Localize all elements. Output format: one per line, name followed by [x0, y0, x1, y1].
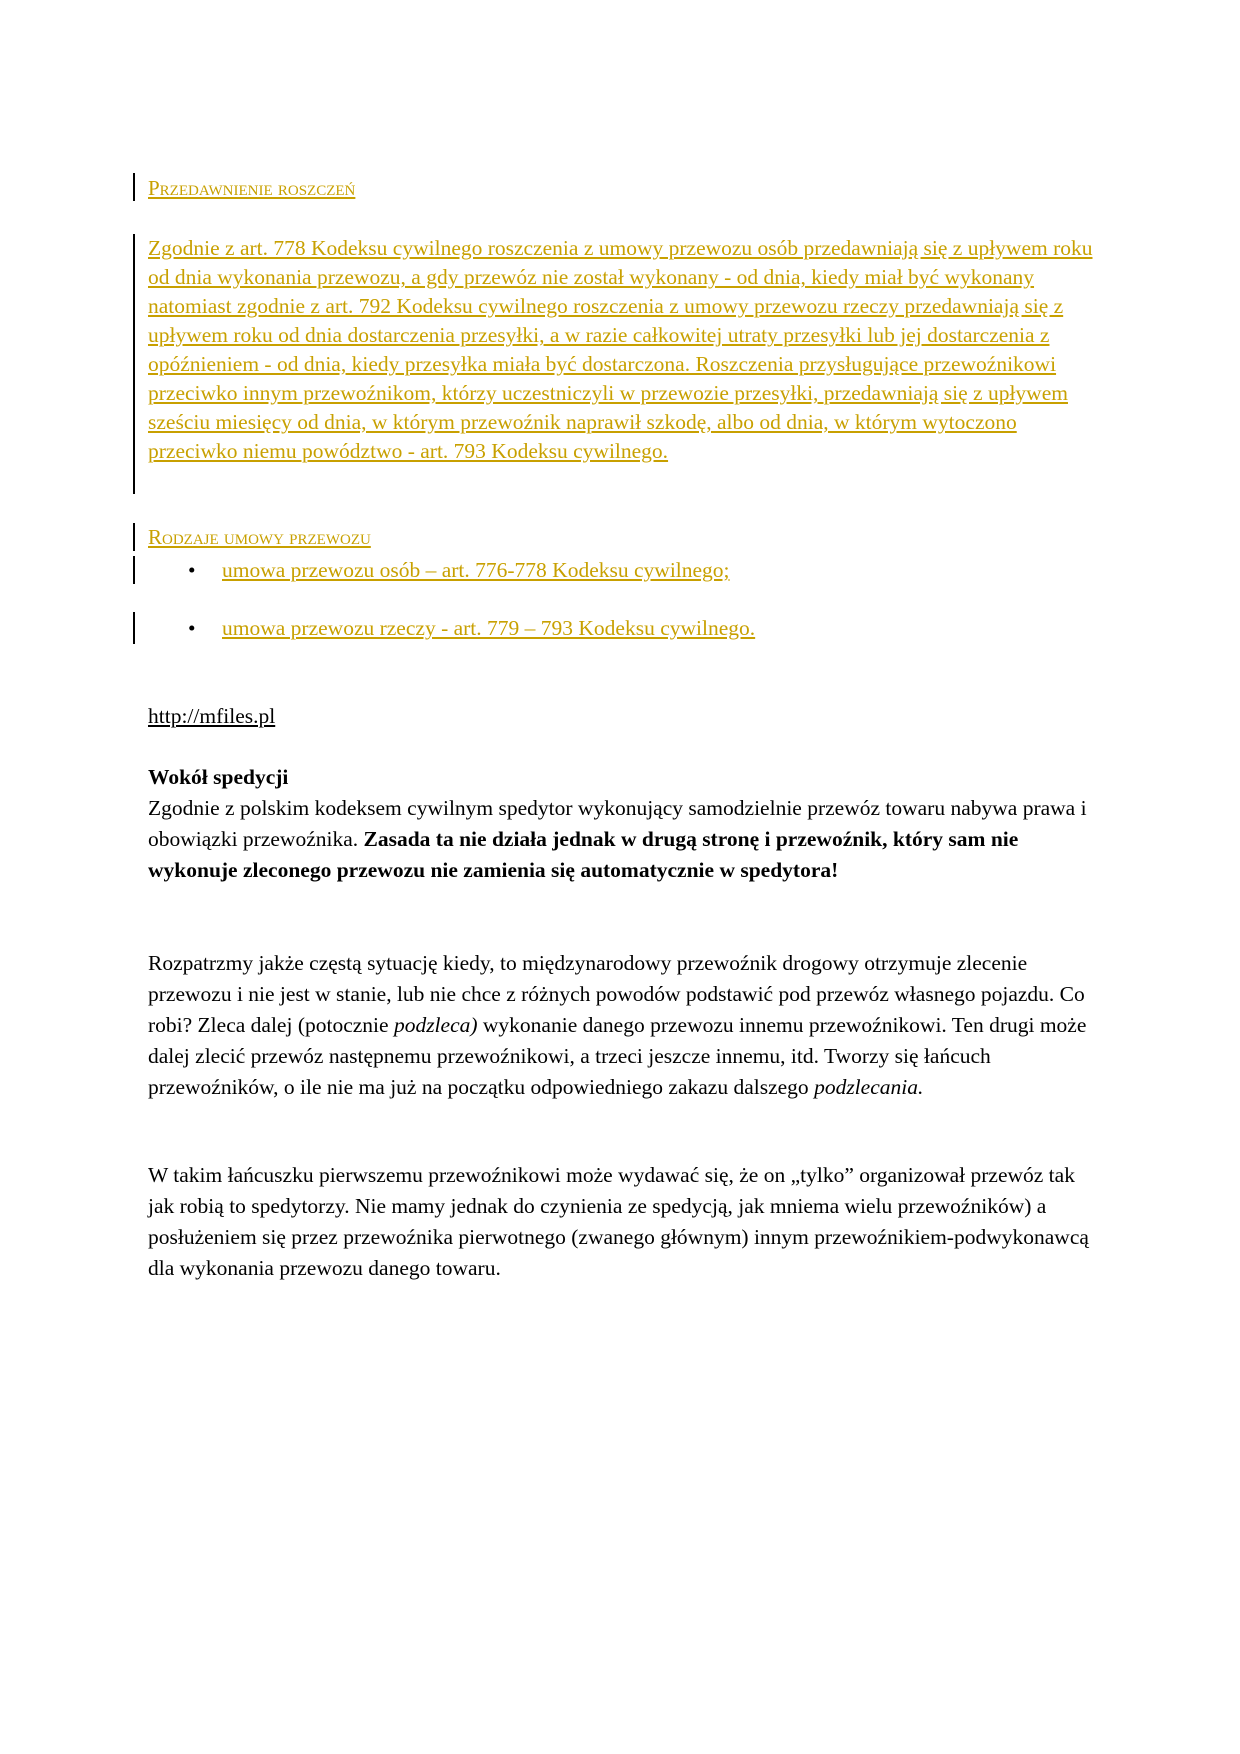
change-bar	[133, 523, 135, 551]
section-heading-przedawnienie: Przedawnienie roszczeń	[148, 176, 356, 200]
article-paragraph-3: W takim łańcuszku pierwszemu przewoźnikowi może wydawać się, że on „tylko” organizował przewóz tak jak robią to spedytorzy. Nie mamy jednak do czynienia ze spedycją, jak mniema wielu przewoźników) a posłużeniem się przez przewoźnika pierwotnego (zwanego głównym) innym przewoźnikiem-podwykonawcą dla wykonania przewozu danego towaru.	[148, 1163, 1089, 1280]
change-bar	[133, 612, 135, 644]
list-item	[148, 556, 1098, 585]
bullet-list	[148, 556, 1098, 643]
paragraph-italic-text: podzlecania.	[814, 1075, 924, 1099]
list-item-text: umowa przewozu osób – art. 776-778 Kodeksu cywilnego;	[222, 558, 730, 582]
tracked-paragraph: Zgodnie z art. 778 Kodeksu cywilnego roszczenia z umowy przewozu osób przedawniają się z upływem roku od dnia wykonania przewozu, a gdy przewóz nie został wykonany - od dnia, kiedy miał być wykonany natomiast zgodnie z art. 792 Kodeksu cywilnego roszczenia z umowy przewozu rzeczy przedawniają się z upływem roku od dnia dostarczenia przesyłki, a w razie całkowitej utraty przesyłki lub jej dostarczenia z opóźnieniem - od dnia, kiedy przesyłka miała być dostarczona. Roszczenia przysługujące przewoźnikowi przeciwko innym przewoźnikom, którzy uczestniczyli w przewozie przesyłki, przedawniają się z upływem sześciu miesięcy od dnia, w którym przewoźnik naprawił szkodę, albo od dnia, w którym wytoczono przeciwko niemu powództwo - art. 793 Kodeksu cywilnego.	[148, 236, 1093, 463]
article-paragraph-1	[148, 793, 1098, 886]
list-item	[148, 614, 1098, 643]
paragraph-text: Rozpatrzmy jakże częstą sytuację kiedy, to międzynarodowy przewoźnik drogowy otrzymuje zlecenie przewozu i nie jest w stanie, lub nie chce z różnych powodów podstawić pod przewóz własnego pojazdu. Co robi? Zleca dalej (potocznie	[148, 951, 1085, 1037]
paragraph-italic-text: podzleca)	[393, 1013, 478, 1037]
change-bar	[133, 234, 135, 494]
list-item-text: umowa przewozu rzeczy - art. 779 – 793 Kodeksu cywilnego.	[222, 616, 756, 640]
article-title: Wokół spedycji	[148, 765, 289, 789]
bullet-icon: •	[188, 558, 196, 582]
section-heading-rodzaje: Rodzaje umowy przewozu	[148, 525, 371, 549]
change-bar	[133, 173, 135, 201]
source-link[interactable]: http://mfiles.pl	[148, 704, 276, 728]
change-bar	[133, 556, 135, 584]
paragraph-text: wykonanie danego przewozu innemu przewoźnikowi. Ten drugi może dalej zlecić przewóz następnemu przewoźnikowi, a trzeci jeszcze innemu, itd. Tworzy się łańcuch przewoźników, o ile nie ma już na początku odpowiedniego zakazu dalszego	[148, 1013, 1087, 1099]
paragraph-bold-text: Zasada ta nie działa jednak w drugą stronę i przewoźnik, który sam nie wykonuje zleconego przewozu nie zamienia się automatycznie w spedytora!	[148, 827, 1019, 882]
article-paragraph-2	[148, 948, 1098, 1103]
bullet-icon: •	[188, 616, 196, 640]
paragraph-text: Zgodnie z polskim kodeksem cywilnym spedytor wykonujący samodzielnie przewóz towaru nabywa prawa i obowiązki przewoźnika.	[148, 796, 1087, 851]
